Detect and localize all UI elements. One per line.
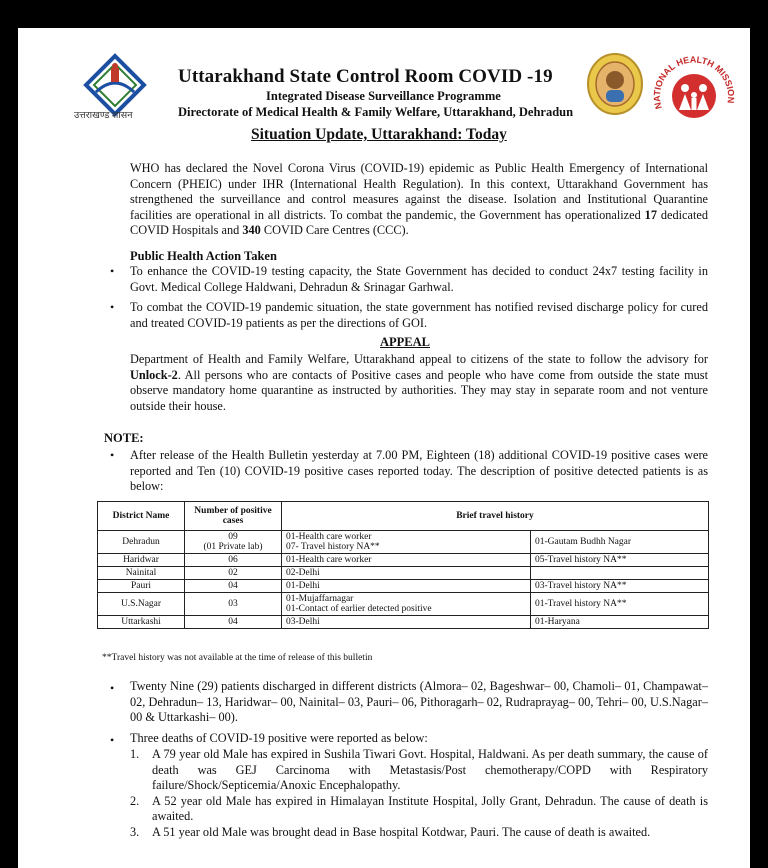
public-health-heading: Public Health Action Taken [130, 249, 277, 263]
death-item [130, 794, 708, 825]
travel-right-cell: 03-Travel history NA** [531, 580, 709, 593]
travel-entry: 02-Delhi [282, 567, 531, 580]
count-note: (01 Private lab) [203, 542, 263, 552]
travel-entry: 01-Delhi [282, 580, 531, 593]
ccc-count: 340 [242, 223, 261, 237]
travel-right-cell: 05-Travel history NA** [531, 554, 709, 567]
header-number: Number of positive cases [185, 502, 282, 531]
intro-text-2: dedicated COVID Hospitals and [130, 207, 708, 237]
deaths-list [130, 747, 708, 840]
appeal-paragraph [130, 352, 708, 414]
table-row [98, 554, 709, 567]
travel-entry: 01-Health care worker [286, 532, 372, 542]
nhm-logo [648, 48, 740, 140]
header-district: District Name [98, 502, 185, 531]
appeal-text: Department of Health and Family Welfare, Uttarakhand appeal to citizens of the state to follow the advisory for [130, 352, 708, 366]
table-row [98, 531, 709, 554]
table-row [98, 593, 709, 616]
death-item [130, 825, 708, 841]
count-value: 09 [228, 532, 238, 542]
death-item [130, 747, 708, 794]
table-row [98, 580, 709, 593]
district-cell: U.S.Nagar [98, 593, 185, 616]
table-row [98, 616, 709, 629]
district-cell: Nainital [98, 567, 185, 580]
unlock-phase: Unlock-2 [130, 367, 178, 382]
hospital-count: 17 [644, 207, 657, 222]
death-text: A 79 year old Male has expired in Sushila Tiwari Govt. Hospital, Haldwani. As per death summary, the cause of death was GEJ Carcinoma with Metastasis/Post chemotherapy/COPD with Respiratory failure/Shock/Septicemia/Anoxic Encephalopathy. [152, 747, 708, 792]
page-title: Uttarakhand State Control Room COVID -19 [178, 66, 553, 87]
count-value: 03 [185, 593, 282, 616]
bullet-icon: • [110, 448, 115, 462]
discharge-text: Twenty Nine (29) patients discharged in different districts (Almora– 02, Bageshwar– 00, Chamoli– 01, Champawat– 02, Dehradun– 13, Haridwar– 00, Nainital– 03, Pauri– 06, Pithoragarh– 02, Rudraprayag– 00, Tehri– 00, U.S.Nagar– 00 & Uttarkashi– 00). [130, 679, 708, 724]
header-travel: Brief travel history [282, 502, 709, 531]
count-value: 04 [185, 580, 282, 593]
page-subtitle-directorate: Directorate of Medical Health & Family Welfare, Uttarakhand, Dehradun [178, 105, 574, 119]
count-value: 04 [185, 616, 282, 629]
page-subtitle: Integrated Disease Surveillance Programme [266, 89, 501, 103]
document-page [18, 28, 750, 868]
district-cell: Haridwar [98, 554, 185, 567]
travel-right-cell: 01-Travel history NA** [531, 593, 709, 616]
table-footnote: **Travel history was not available at the time of release of this bulletin [102, 653, 373, 663]
travel-entry: 03-Delhi [282, 616, 531, 629]
death-number: 3. [130, 824, 140, 839]
count-value: 02 [185, 567, 282, 580]
count-value: 06 [185, 554, 282, 567]
travel-right-cell: 01-Haryana [531, 616, 709, 629]
travel-left-cell [282, 531, 531, 554]
intro-text: WHO has declared the Novel Corona Virus (COVID-19) epidemic as Public Health Emergency of International Concern (PHEIC) under IHR (International Health Regulation). In this context, Uttarakhand Government has strengthened the surveillance and control measures against the disease. Isolation and Institutional Quarantine facilities are operational in all districts. To combat the pandemic, the Government has operationalized [130, 161, 708, 222]
appeal-heading: APPEAL [380, 335, 430, 349]
bullet-icon: • [110, 264, 115, 278]
bullet-icon: • [110, 733, 115, 747]
travel-entry: 01-Mujaffarnagar [286, 594, 354, 604]
positive-cases-table [97, 501, 709, 629]
action-item: To enhance the COVID-19 testing capacity, the State Government has decided to conduct 24x7 testing facility in Govt. Medical College Haldwani, Dehradun & Srinagar Garhwal. [130, 264, 708, 294]
deaths-intro: Three deaths of COVID-19 positive were reported as below: [130, 731, 428, 745]
travel-entry: 01-Health care worker [282, 554, 531, 567]
table-header-row [98, 502, 709, 531]
district-cell: Pauri [98, 580, 185, 593]
district-cell: Uttarkashi [98, 616, 185, 629]
count-cell [185, 531, 282, 554]
appeal-text-2: . All persons who are contacts of Positive cases and people who have come from outside the state must observe mandatory home quarantine as instructed by authorities. They may stay in separate room and not venture outside their house. [130, 367, 708, 413]
travel-entry: 01-Contact of earlier detected positive [286, 604, 432, 614]
note-heading: NOTE: [104, 431, 144, 445]
bullet-icon: • [110, 681, 115, 695]
situation-update-heading: Situation Update, Uttarakhand: Today [251, 126, 507, 143]
table-row [98, 567, 709, 580]
action-item: To combat the COVID-19 pandemic situation, the state government has notified revised discharge policy for cured and treated COVID-19 patients as per the directions of GOI. [130, 300, 708, 330]
state-govt-caption: उत्तराखण्ड शासन [74, 111, 133, 121]
travel-entry: 07- Travel history NA** [286, 542, 380, 552]
intro-text-3: COVID Care Centres (CCC). [260, 223, 409, 237]
death-text: A 52 year old Male has expired in Himalayan Institute Hospital, Jolly Grant, Dehradun. The cause of death is awaited. [152, 793, 708, 823]
travel-right-cell [531, 567, 709, 580]
death-text: A 51 year old Male was brought dead in Base hospital Kotdwar, Pauri. The cause of death is awaited. [152, 824, 651, 839]
nhm-logo-text: NATIONAL HEALTH MISSION [651, 54, 737, 111]
death-number: 1. [130, 747, 140, 761]
travel-left-cell [282, 593, 531, 616]
travel-right-cell: 01-Gautam Budhh Nagar [531, 531, 709, 554]
death-number: 2. [130, 793, 140, 808]
bullet-icon: • [110, 300, 115, 314]
district-cell: Dehradun [98, 531, 185, 554]
medal-logo [586, 52, 644, 116]
note-text: After release of the Health Bulletin yesterday at 7.00 PM, Eighteen (18) additional COVID-19 positive cases were reported and Ten (10) COVID-19 positive cases reported today. The description of positive detected patients is as below: [130, 448, 708, 493]
intro-paragraph [130, 161, 708, 239]
